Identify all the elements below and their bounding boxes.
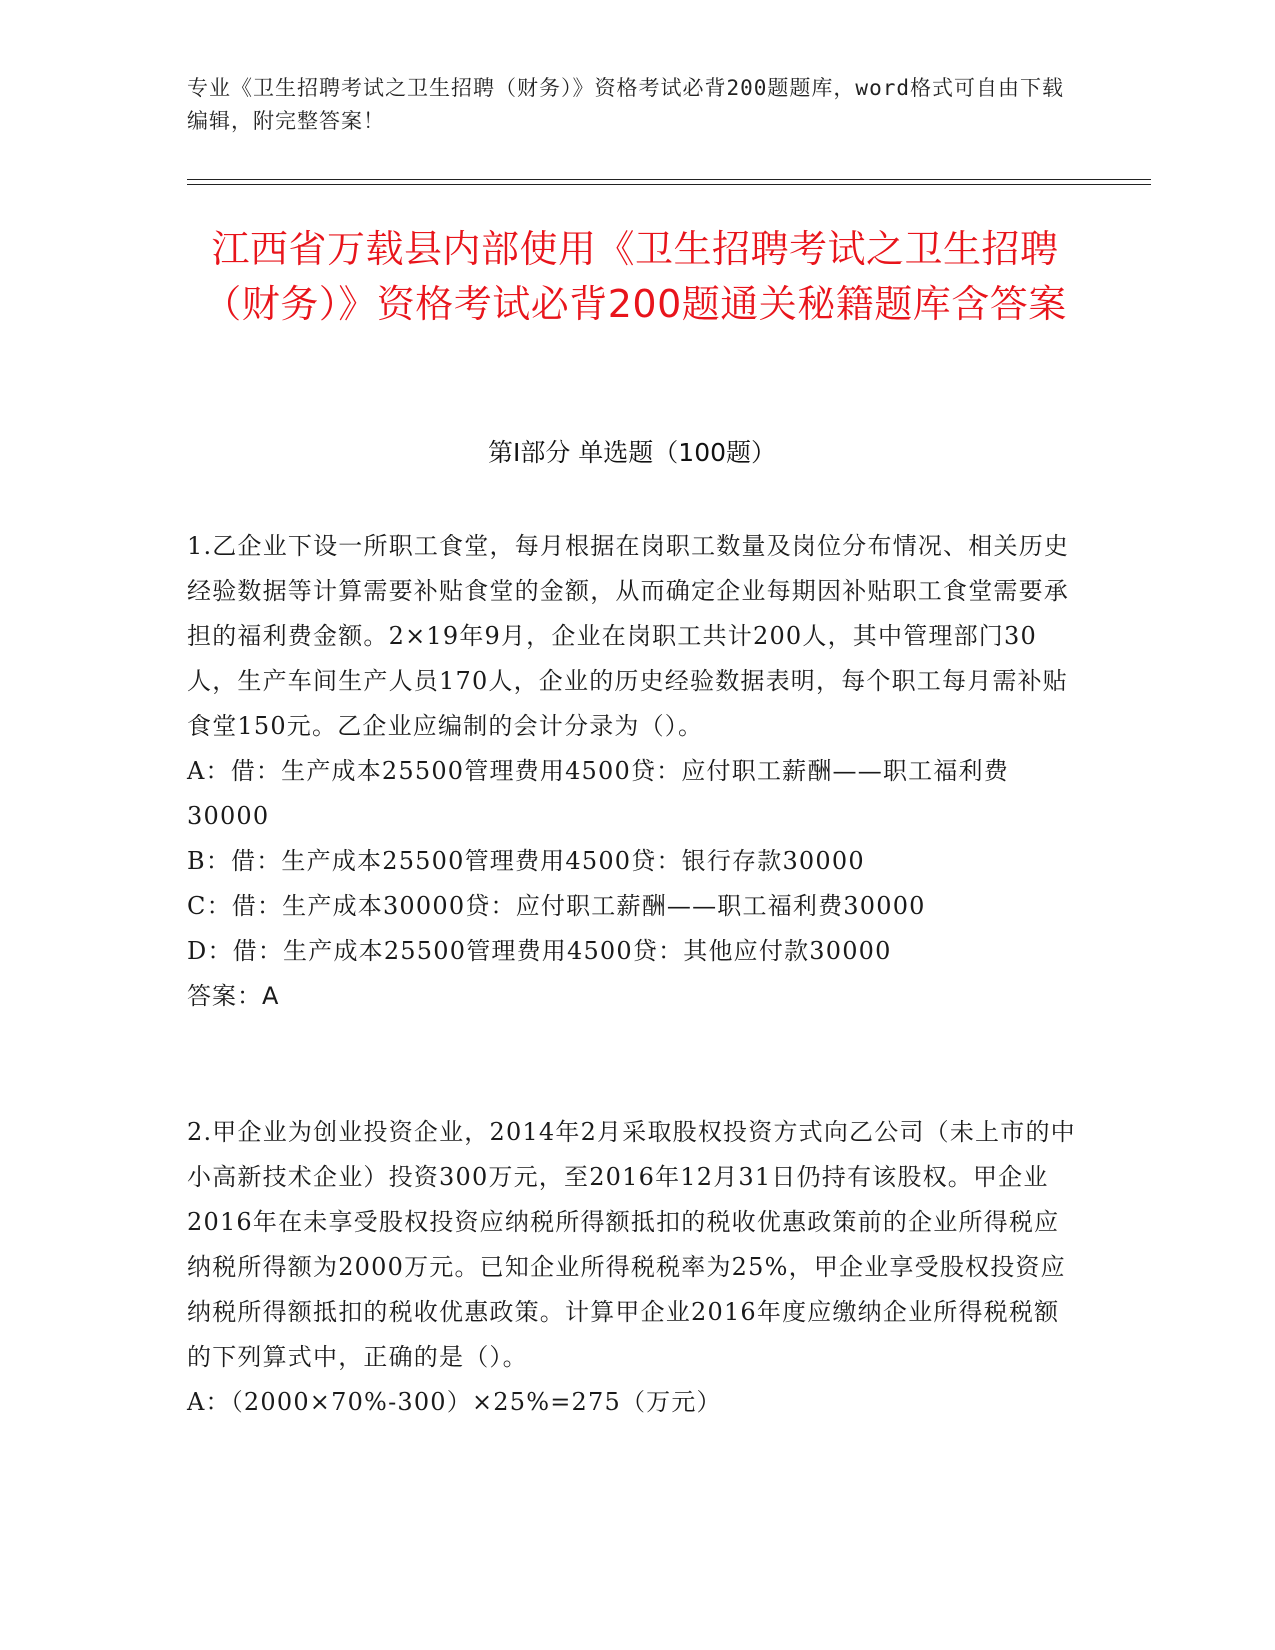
question-2: [187, 1110, 1077, 1425]
question-1-option-b: B：借：生产成本25500管理费用4500贷：银行存款30000: [187, 847, 865, 875]
question-1-answer: 答案：A: [187, 982, 280, 1010]
question-1-option-d: D：借：生产成本25500管理费用4500贷：其他应付款30000: [187, 937, 892, 965]
header-note: 专业《卫生招聘考试之卫生招聘（财务）》资格考试必背200题题库，word格式可自由下载编辑，附完整答案！: [187, 76, 1064, 133]
document-title: 江西省万载县内部使用《卫生招聘考试之卫生招聘（财务）》资格考试必背200题通关秘籍题库含答案: [203, 227, 1067, 326]
question-2-stem: 2.甲企业为创业投资企业，2014年2月采取股权投资方式向乙公司（未上市的中小高新技术企业）投资300万元，至2016年12月31日仍持有该股权。甲企业2016年在未享受股权投资应纳税所得额抵扣的税收优惠政策前的企业所得税应纳税所得额为2000万元。已知企业所得税税率为25%，甲企业享受股权投资应纳税所得额抵扣的税收优惠政策。计算甲企业2016年度应缴纳企业所得税税额的下列算式中，正确的是（）。: [187, 1118, 1076, 1371]
section-title: 第Ⅰ部分 单选题（100题）: [487, 438, 777, 467]
header-divider-bottom: [187, 184, 1151, 185]
question-1: [187, 524, 1077, 1019]
header-divider-top: [187, 179, 1151, 180]
question-1-option-a: A：借：生产成本25500管理费用4500贷：应付职工薪酬——职工福利费30000: [187, 757, 1009, 830]
question-2-option-a: A：（2000×70%-300）×25%=275（万元）: [187, 1388, 722, 1416]
question-1-stem: 1.乙企业下设一所职工食堂，每月根据在岗职工数量及岗位分布情况、相关历史经验数据等计算需要补贴食堂的金额，从而确定企业每期因补贴职工食堂需要承担的福利费金额。2×19年9月，企业在岗职工共计200人，其中管理部门30人，生产车间生产人员170人，企业的历史经验数据表明，每个职工每月需补贴食堂150元。乙企业应编制的会计分录为（）。: [187, 532, 1070, 740]
question-1-option-c: C：借：生产成本30000贷：应付职工薪酬——职工福利费30000: [187, 892, 926, 920]
